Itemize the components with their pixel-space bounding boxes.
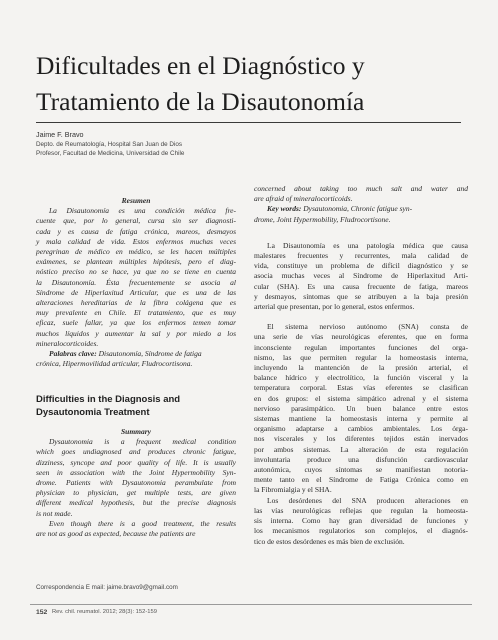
text-line: different medical hypothesis, but the precise diagnosis [36, 498, 236, 508]
text-line: Dysautonomia is a frequent medical condition [49, 437, 236, 447]
key-words-text-1: Dysautonomia, Chronic fatigue syn- [301, 204, 413, 214]
key-words-text-2: drome, Joint Hypermobility, Fludrocortisone. [254, 214, 391, 224]
correspondence: Correspondencia E mail: jaime.bravo9@gmail.com [36, 584, 178, 591]
text-line: exámenes, se plantean múltiples hipótesis, pero el diag- [36, 257, 236, 267]
text-line: sistemas mantiene la homeostasis interna y permite al [254, 414, 468, 424]
summary-continued [254, 184, 468, 204]
text-line: are afraid of mineralocorticoids. [254, 194, 353, 204]
key-words [254, 204, 468, 214]
intro-paragraph [254, 241, 468, 312]
text-line: balance hídrico y electrolítico, la función visceral y la [254, 373, 468, 383]
text-line: las vías neurológicas reflejas que regulan la homeosta- [254, 505, 468, 515]
keywords-label: Palabras clave: [49, 349, 97, 359]
resumen-keywords [36, 349, 236, 359]
footer-rule [30, 604, 472, 605]
text-line: concerned about taking too much salt and water and [254, 184, 468, 193]
page-number: 152 [36, 609, 48, 616]
resumen-block [36, 196, 236, 369]
text-line: autonómica, cuyos síntomas se manifiestan notoria- [254, 465, 468, 475]
text-line: Síndrome de Hiperlaxitud Articular, que es una de las [36, 287, 236, 297]
text-line: is not made. [36, 508, 73, 518]
author-name: Jaime F. Bravo [36, 130, 84, 139]
text-line: vida, constituye un problema de difícil diagnóstico y se [254, 261, 468, 271]
text-line: La Disautonomía es una patología médica que causa [267, 240, 468, 250]
spacer [254, 312, 468, 322]
sna-paragraph [254, 322, 468, 495]
text-line: Even though there is a good treatment, the results [49, 518, 236, 528]
text-line: seen in association with the Joint Hypermobility Syn- [36, 467, 236, 477]
text-line: La Disautonomía es una condición médica fre- [49, 206, 236, 216]
text-line: malestares frecuentes y recurrentes, mala calidad de [254, 251, 468, 261]
text-line: drome. Patients with Dysautonomia perambulate from [36, 478, 236, 488]
summary-heading: Summary [120, 427, 151, 436]
text-line: tico de estos desórdenes es más bien de exclusión. [254, 536, 405, 546]
right-column [254, 184, 468, 547]
text-line: eficaz, suele fallar, ya que los enfermos temen tomar [36, 318, 236, 328]
summary-block [36, 427, 236, 539]
text-line: alteraciones hereditarias de la fibra colágena que es [36, 298, 236, 308]
keywords-text-1: Disautonomía, Síndrome de fatiga [96, 349, 202, 359]
english-title: Difficulties in the Diagnosis and Dysautonomia Treatment [36, 394, 181, 418]
text-line: una serie de vías neurológicas eferentes, que en forma [254, 332, 468, 342]
text-line: por ambos sistemas. La alteración de esta regulación [254, 444, 468, 454]
title-divider [36, 122, 461, 123]
text-line: are not as good as expected, because the patients are [36, 529, 196, 539]
text-line: cuente que, por lo general, cursa sin ser diagnosti- [36, 216, 236, 226]
text-line: peregrinan de médico en médico, se les hacen múltiples [36, 247, 236, 257]
text-line: nóstico preciso no se hace, ya que no se tiene en cuenta [36, 267, 236, 277]
text-line: nos viscerales y los diferentes tejidos están inervados [254, 434, 468, 444]
text-line: arterial que presentan, por lo general, estos enfermos. [254, 302, 415, 312]
text-line: physician to physician, get multiple tests, are given [36, 488, 236, 498]
spacer [254, 225, 468, 241]
text-line: mineralocorticoides. [36, 338, 99, 348]
text-line: organismo adaptarse a cambios ambientales. Los órga- [254, 424, 468, 434]
key-words-label: Key words: [267, 204, 302, 214]
text-line: nismo, las que permiten regular la homeostasis interna, [254, 352, 468, 362]
text-line: inconsciente regulan importantes funciones del orga- [254, 342, 468, 352]
text-line: muchos líquidos y aumentar la sal y por miedo a los [36, 328, 236, 338]
text-line: y mala calidad de vida. Estos enfermos muchas veces [36, 236, 236, 246]
text-line: cular (SHA). Es una causa frecuente de fatiga, mareos [254, 281, 468, 291]
text-line: which goes undiagnosed and produces chronic fatigue, [36, 447, 236, 457]
summary-text [36, 437, 236, 539]
affiliation-2: Profesor, Facultad de Medicina, Universidad de Chile [36, 150, 185, 157]
resumen-heading: Resumen [121, 196, 151, 205]
text-line: Los desórdenes del SNA producen alteraciones en [267, 495, 468, 505]
text-line: asocia muchas veces al Síndrome de Hiperlaxitud Arti- [254, 271, 468, 281]
affiliation-1: Depto. de Reumatología, Hospital San Juan de Dios [36, 141, 182, 148]
text-line: y desmayos, síntomas que se atribuyen a la baja presión [254, 291, 468, 301]
text-line: los mecanismos regulatorios son complejos, el diagnós- [254, 526, 468, 536]
text-line: dizziness, syncope and poor quality of life. It is usually [36, 457, 236, 467]
disorders-paragraph [254, 496, 468, 547]
text-line: sis interna. Como hay gran diversidad de funciones y [254, 516, 468, 526]
text-line: mente tanto en el Síndrome de Fatiga Crónica como en [254, 475, 468, 485]
text-line: El sistema nervioso autónomo (SNA) consta de [267, 322, 468, 332]
text-line: incluyendo la mantención de la presión arterial, el [254, 363, 468, 373]
text-line: la Fibromialgia y el SHA. [254, 485, 332, 495]
text-line: en dos grupos: el sistema simpático adrenal y el sistema [254, 393, 468, 403]
keywords-text-2: crónica, Hipermovilidad articular, Fludrocortisona. [36, 359, 193, 369]
resumen-text [36, 206, 236, 349]
text-line: muy prevalente en Chile. El tratamiento, que es muy [36, 308, 236, 318]
article-title: Dificultades en el Diagnóstico y Tratamiento de la Disautonomía [36, 51, 365, 116]
text-line: temperatura corporal. Estas vías eferentes se clasifican [254, 383, 468, 393]
journal-citation: Rev. chil. reumatol. 2012; 28(3): 152-159 [52, 609, 157, 615]
text-line: cada y es causa de fatiga crónica, mareos, desmayos [36, 226, 236, 236]
text-line: involuntaria produce una disfunción cardiovascular [254, 454, 468, 464]
text-line: nervioso parasimpático. Un buen balance entre estos [254, 403, 468, 413]
text-line: la Disautonomía. Ésta frecuentemente se asocia al [36, 277, 236, 287]
